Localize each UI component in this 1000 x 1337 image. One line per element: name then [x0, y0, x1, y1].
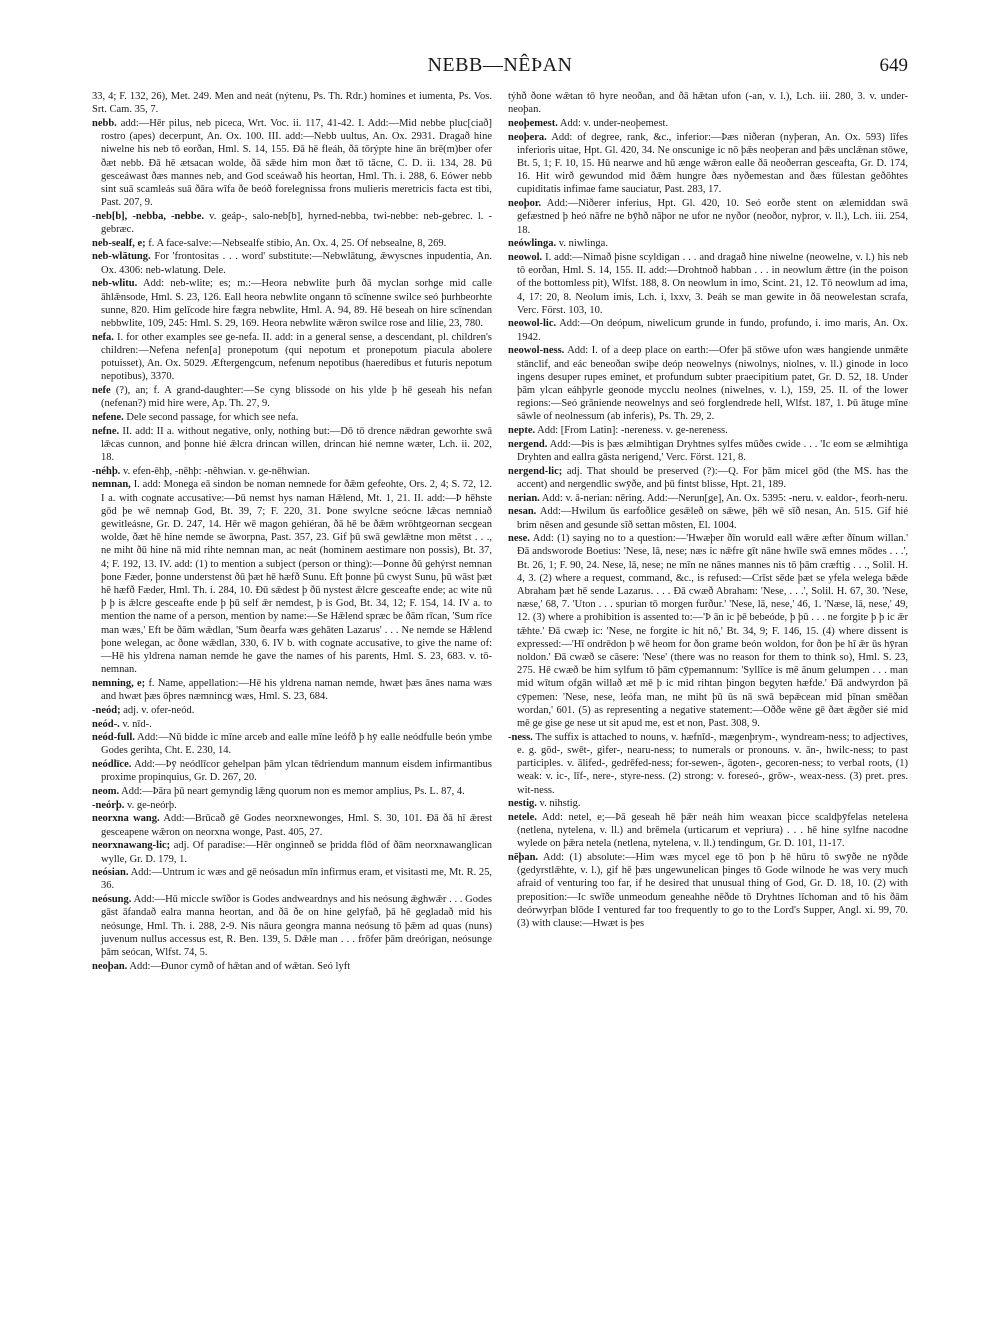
- entry-text: adj. Of paradise:—Hēr onginneð se þridda flōd of ðām neorxnawanglican wylle, Gr. D. 179, 1.: [101, 840, 492, 865]
- dictionary-entry: [92, 960, 492, 973]
- left-column: [92, 90, 492, 1325]
- dictionary-entry: [92, 411, 492, 424]
- entry-headword: -néhþ.: [92, 465, 121, 477]
- entry-text: f. Name, appellation:—Hē his yldrena naman nemde, hwæt þæs ānes nama wæs and hwæt þæs ōþres næmnincg wæs, Hml. S. 23, 684.: [101, 677, 492, 703]
- entry-headword: -neórþ.: [92, 799, 125, 811]
- dictionary-entry: [92, 731, 492, 757]
- dictionary-entry: [92, 425, 492, 465]
- entry-text: Add: [From Latin]: -nereness. v. ge-nereness.: [537, 425, 728, 437]
- entry-text: v. efen-ēhþ, -nēhþ: -nêhwian. v. ge-nēhwian.: [122, 465, 310, 477]
- entry-headword: neówlinga.: [508, 238, 557, 250]
- entry-headword: neósung.: [92, 894, 132, 906]
- entry-headword: neb-wlitu.: [92, 278, 138, 290]
- entry-text: The suffix is attached to nouns, v. hæfnīd-, mægenþrym-, wyndream-ness; to adjectives, e. g. gōd-, swēt-, gifer-, nearu-ness; to numerals or pronouns. v. ān-, hwilc-ness; to past participles. v. ālifed-, gedrēfed-ness; for-sewen-, āgoten-, gecoren-ness; to verbal roots, (1) weak: v. ic-, līf-, nere-, styre-ness. (2) strong: v. foreseó-, grōw-, weax-ness. (3) pret. pres. wit-ness.: [517, 731, 908, 796]
- dictionary-entry: [92, 704, 492, 717]
- entry-headword: nergend-lic;: [508, 465, 563, 477]
- entry-text: Add:—Nū bidde ic mīne arceb and ealle mīne leófð þ hȳ ealle neódfulle beón ymbe Godes gerihta, Cht. E. 230, 14.: [101, 732, 492, 757]
- entry-text: týhð ðone wǣtan tō hyre neoðan, and ðā hǣtan ufon (-an, v. l.), Lch. iii. 280, 3. v. under-neoþan.: [508, 91, 908, 116]
- entry-text: v. ge-neórþ.: [127, 799, 177, 811]
- entry-headword: neoþera.: [508, 131, 547, 143]
- entry-text: Add:—Ðunor cymð of hǣtan and of wǣtan. Seó lyft: [129, 960, 351, 972]
- entry-headword: neorxnawang-lic;: [92, 840, 171, 852]
- dictionary-entry: [92, 117, 492, 209]
- entry-headword: neowol-lic.: [508, 318, 557, 330]
- dictionary-entry: [508, 197, 908, 237]
- entry-headword: neoþor.: [508, 198, 542, 210]
- entry-text: Add:—Þȳ neódlīcor gehelpan þām ylcan tēdriendum mannum eisdem infirmantibus proxime propinquius, Gr. D. 267, 20.: [101, 759, 492, 784]
- entry-headword: nergend.: [508, 438, 548, 450]
- dictionary-entry: [508, 811, 908, 851]
- dictionary-entry: [92, 893, 492, 959]
- dictionary-entry: [508, 851, 908, 930]
- dictionary-entry: [508, 424, 908, 437]
- entry-headword: -neód;: [92, 704, 121, 716]
- dictionary-entry: [508, 237, 908, 250]
- entry-text: Add: I. of a deep place on earth:—Ofer þā stōwe ufon wæs hangiende unmǣte stānclif, and eác beneoðan swiþe deóp neowelnys (niwolnys, niolnes, v. ll.) ginode in loco ingens desuper rupes eminet, et profundum subter praecipitium patet, Gr. D. 52, 18. Under þām ylcan eáhþyrle geonode mycclu neolnes (niwelnes, v. l.), 159, 25. II. of the lower regions:—Seó grāniende neowelnys and seó forglendrede hell, Wlfst. 187, 1. Þū ātuge mīne sāwle of neolnessum (ab inferis), Ps. Th. 29, 2.: [517, 345, 908, 423]
- entry-text: I. add:—Nimað þisne scyldigan . . . and dragað hine niwelne (neowelne, v. l.) his neb tō eorðan, Hml. S. 14, 155. II. add:—Drohtnoð habban . . . in neowlum ǣttre (in the poison of the bottomless pit), Wlfst. 188, 8. On neowlum in imo, Scint. 21, 12. Tō neowlum ad ima, 4, 17: 20, 8. Neolum imis, Lch. i, lxxv, 3. Þeáh se man gewite in ðā neowelestan scrafa, Verc. Först. 103, 10.: [517, 251, 908, 316]
- dictionary-entry: [92, 866, 492, 892]
- entry-headword: neódlīce.: [92, 759, 132, 771]
- entry-text: Add: netel, e;—Þā geseah hē þǣr neáh him weaxan þicce scaldþȳfelas neteleна (netlena, nytelena, v. ll.) and brēmela (urticarum et vepriura) . . . hē hine sylfne nacodne wylede on þǣra netela (netlena, nytelena, v. ll.) tendingum, Gr. D. 101, 11-17.: [517, 811, 908, 850]
- running-head: NEBB—NÊÞAN: [427, 54, 573, 76]
- entry-text: Add:—Niðerer inferius, Hpt. Gl. 420, 10. Seó eorðe stent on ælemiddan swā gefæstned þ heó nāfre ne bȳhð nāþor ne ufor ne nyðor (neoðor, nyþror, v. ll.), Lch. iii. 254, 18.: [517, 198, 908, 236]
- entry-text: v. nīd-.: [122, 718, 152, 730]
- dictionary-entry: [508, 317, 908, 343]
- entry-text: v. niwlinga.: [558, 238, 608, 250]
- entry-headword: neód-.: [92, 718, 120, 730]
- entry-text: Add: v. under-neoþemest.: [559, 117, 669, 129]
- entry-text: adj. v. ofer-neód.: [123, 704, 195, 716]
- entry-text: v. nihstig.: [539, 798, 581, 810]
- dictionary-entry: [92, 465, 492, 478]
- entry-headword: neb-wlātung.: [92, 251, 151, 263]
- entry-text: Add: (1) absolute:—Him wæs mycel ege tō þon þ hē hūru tō swȳðe ne nȳðde (gedyrstlǣhte, v. l.), gif hē þæs ungewunelican þinges tō Gode wilnode he was very much afraid of venturing too far, if he desired that unusual thing of God, Gr. D. 18, 10. (2) with preposition:—Ic swīðe unmeodum geneahhe nēðde tō Dryhtnes līchoman and tō his ðām deórwyrþan blōde I ventured far too frequently to go to the Lord's Supper, Angl. xi. 99, 70. (3) with clause:—Hwæt is þes: [517, 852, 908, 930]
- entry-headword: neoþan.: [92, 960, 128, 972]
- dictionary-entry: [92, 839, 492, 865]
- entry-text: Add:—Þāra þū neart gemyndig lǣng quorum non es memor amplius, Ps. L. 87, 4.: [121, 786, 465, 798]
- entry-text: add:—Hēr pilus, neb piceca, Wrt. Voc. ii. 117, 41-42. I. Add:—Mid nebbe pluc[ciað] rostro (apes) decerpunt, An. Ox. 100. III. add:—Nebb uultus, An. Ox. 2931. Dragað hine niwelne his neb tō eorðan, Hml. S. 14, 155. Ðā hē fleáh, ðā tōrýpte hine ān brē(m)ber ofer ðæt nebb. Ðā hē ætsacan wolde, ðā sǣde him mon ðæt tō tācne, C. D. ii. 134, 28. Þū gesceáwast ðæs mannes neb, and God sceáwað his heortan, Hml. Th. i. 288, 6. Eówer nebb sint suā scamleás suā ðāra wīfa ðe beóð forelegnissa frons mulieris meretricis facta est tibi, Past. 207, 9.: [101, 117, 492, 209]
- dictionary-entry: [508, 465, 908, 491]
- entry-text: Add: of degree, rank, &c., inferior:—Þæs niðeran (nyþeran, An. Ox. 593) līfes inferioris uitae, Hpt. Gl. 420, 34. Ne onscunige ic nō þǣs neoþeran and þǣs unclǣnan stōwe, Bt. 5, 1; F. 10, 15. Hū nearwe and hū ænge wǣron ealle ðā neoðerran gesceafta, Gr. D. 174, 16. Hit wirð gewundod mid ðǣm hungre ðæs nyðemestan and ðæs fūlestan geðōhtes cupiditatis infimae fame sauciatur, Past. 283, 17.: [517, 131, 908, 196]
- entry-text: 33, 4; F. 132, 26), Met. 249. Men and neát (nýtenu, Ps. Th. Rdr.) homines et iumenta, Ps. Vos. Srt. Cam. 35, 7.: [92, 91, 492, 116]
- entry-headword: neb-sealf, e;: [92, 237, 146, 249]
- dictionary-entry: [508, 532, 908, 730]
- entry-headword: neowol.: [508, 251, 543, 263]
- dictionary-entry: [92, 799, 492, 812]
- dictionary-entry: [508, 492, 908, 505]
- entry-text: Add: (1) saying no to a question:—'Hwæþer ðīn woruld eall wǣre æfter ðīnum willan.' Ðā andsworode Boetius: 'Nese, lā, nese; næs ic nǣfre gīt nāne hwīle swā emnes mōdes . . .', Bt. 26, 1; F. 90, 24. Nese, lā, nese; ne mīn ne nānes mannes nis tō þām cræftig . . ., Solil. H. 4, 3. (2) where a request, command, &c., is refused:—Crīst sēde þæt se yfela welega bǣde Abraham þæt hē sende Lazarus. . . . Ðā cwæð Abraham: 'Nese, . . .', Solil. H. 67, 30. 'Nese, næse,' 68, 7. 'Uton . . . spurian tō morgen furður.' 'Nese, lā, nese,' 46, 1. 'Næse, lā, nese,' 49, 12. (3) where a prohibition is assented to:—'Þ ān ic þē bebeóde, þ þū . . . ne forgite þ þ ic ǣr tǣhte.' Ðā cwæþ ic: 'Nese, ne forgite ic hit nō,' Bt. 34, 9; F. 146, 15. (4) where dissent is expressed:—'Hī ondrēdon þ wē heom for ðon grame beón woldon, for ðon þe hī ǣr ūs hȳran noldon.' Ðā cwæð se cāsere: 'Nese' (there was no reason for them to think so), Hml. S. 23, 275. Hē cwæð be him sylfum tō þām cȳpemannum: 'Syllīce is mē ānum gelumpen . . . man mid wītum ofgān willað æt mē þ ic mid rihtan þingon begyten hæfde.' Ðā andwyrdon þā cȳpemen: 'Nese, nese, leófa man, ne miht þū ūs nā swā bepǣcean mid þīnan smēðan wordan,' 601. (5) as representing a negative statement:—Oððe wēne gē ðæt ǣgðer sié mid mē ge gise ge nese ut sit apud me, est et non, Past. 308, 9.: [517, 533, 908, 730]
- entry-headword: nefene.: [92, 411, 124, 423]
- dictionary-entry: [92, 210, 492, 236]
- entry-headword: neorxna wang.: [92, 813, 160, 825]
- dictionary-entry: [508, 505, 908, 531]
- entry-headword: neoþemest.: [508, 117, 558, 129]
- entry-headword: neósian.: [92, 867, 129, 879]
- page-number: 649: [879, 55, 908, 76]
- entry-text: II. add: II a. without negative, only, nothing but:—Dō tō drence nǣdran geworhte swā lǣcas cunnon, and þonne hié ǣlcra drincan willen, drincan hié nemne wæter, Lch. ii. 202, 18.: [101, 425, 492, 463]
- entry-text: Add:—Hwilum ūs earfoðlice gesǣleð on sǣwe, þēh wē sīð nesan, An. 515. Gif hié brim nēsen and gesunde sīð settan mōsten, El. 1004.: [517, 506, 908, 531]
- entry-text: For 'frontositas . . . word' substitute:—Nebwlātung, ǣwyscnes inpudentia, An. Ox. 4306: neb-wlatung. Dele.: [101, 251, 492, 276]
- entry-text: Add:—Hū miccle swīðor is Godes andweardnys and his neósung ǣghwǣr . . . Godes gāst āfandað ealra manna heortan, and ðā ðe on hine gelȳfað, þā hē gegladað mid his neósunge, Hml. Th. i. 288, 2-9. Nis nāura geongra manna neósung tō þǣm ad quas (nuns) juvenum nullus accessus est, R. Ben. 139, 5. Dǣle man . . . frōfer þām dreórigan, neósunge þām seócan, Wlfst. 74, 5.: [101, 894, 492, 958]
- entry-headword: nese.: [508, 533, 530, 545]
- entry-headword: nerian.: [508, 492, 540, 504]
- dictionary-entry: [92, 785, 492, 798]
- entry-headword: nebb.: [92, 117, 117, 129]
- entry-text: Add:—Untrum ic wæs and gē neósadun mīn infirmus eram, et visitasti me, Mt. R. 25, 36.: [101, 867, 492, 892]
- entry-text: Add:—On deópum, niwelicum grunde in fundo, profundo, i. imo maris, An. Ox. 1942.: [517, 318, 908, 343]
- dictionary-entry: [508, 797, 908, 810]
- entry-text: I. for other examples see ge-nefa. II. add: in a general sense, a descendant, pl. children's children:—Nefena nefen[a] pronepotum (qui nepotum et pronepotum piacula abolere potuisset), An. Ox. 5029. Æftergengcum, nefenum nepotibus (haeredibus et futuris nepotum nepotibus), 3370.: [101, 331, 492, 383]
- entry-headword: neom.: [92, 786, 120, 798]
- dictionary-entry: [508, 344, 908, 423]
- dictionary-entry: [508, 438, 908, 464]
- entry-headword: nestig.: [508, 798, 537, 810]
- entry-headword: nemnan,: [92, 479, 131, 491]
- dictionary-entry: [92, 718, 492, 731]
- dictionary-entry: [92, 90, 492, 116]
- entry-headword: -ness.: [508, 731, 533, 743]
- dictionary-entry: [508, 251, 908, 317]
- dictionary-entry: [508, 731, 908, 797]
- entry-headword: -neb[b], -nebba, -nebbe.: [92, 210, 205, 222]
- right-column: [508, 90, 908, 1325]
- entry-text: f. A face-salve:—Nebsealfe stibio, An. Ox. 4, 25. Of nebsealne, 8, 269.: [148, 237, 447, 249]
- dictionary-entry: [92, 478, 492, 676]
- dictionary-entry: [508, 90, 908, 116]
- page-header: [92, 54, 908, 82]
- entry-headword: netele.: [508, 811, 537, 823]
- entry-text: Add:—Brūcað gē Godes neorxnewonges, Hml. S. 30, 101. Ðā ðā hī ǣrest gesceapene wǣron on neorxna wonge, Past. 405, 27.: [101, 813, 492, 838]
- entry-headword: neowol-ness.: [508, 345, 565, 357]
- entry-text: Dele second passage, for which see nefa.: [126, 411, 299, 423]
- entry-text: I. add: Monega eā sindon be noman nemnede for ðǣm gefeohte, Ors. 2, 4; S. 72, 12. I a. with cognate accusative:—Þū nemst hys naman Hǣlend, Mt. 1, 21. II. add:—Þ hēhste gōd þe wē nemnaþ God, Bt. 39, 7; F. 220, 31. Þone swylcne seócne lǣcas nemniað gewitleásne, Gr. D. 247, 14. Hēr wē magon gehiéran, ðā hē be ðǣm wrōhtgeornan secgean wolde, ðæt hē hine nemde se āworpna, Past. 357, 23. Gif þū swā gewlǣtne mon mētst . . ., ne miht ðū hine nā mid rihte nemnan man, ac neát (hominem aestimare non possis), Bt. 37, 4; F. 192, 13. IV. add: (1) to mention a subject (person or thing):—Þonne ðū gehýrst nemnan þone Fæder, þonne understenst ðū þæt hē hæfð Sunu. Eft þonne þū cwyst Sunu, þū wāst þæt hē hæfð Fæder, Hml. Th. i. 284, 10. Ðū sǣdest þ ðū nystest ǣlcre gesceafte ende; ac wite nū þ þ is ǣlcre gesceafte ende þ þū self ǣr nemdest, þ is God, Bt. 34, 12; F. 154, 14. IV a. to mention the name of a person, mention by name:—Se Hǣlend spræc be ðām rīcan, 'Sum rīce man wæs,' Eft be ðām wǣdlan, 'Sum ðearfa wæs gehāten Lazarus' . . . Ne nemde se Hǣlend þone welegan, ac ðone wǣdlan, 330, 6. IV b. with cognate accusative, to give the name of:—Hē his yldrena naman nemde he gave the names of his parents, Hml. S. 23, 683. v. tō-nemnan.: [101, 479, 492, 676]
- entry-text: v. geáp-, salo-neb[b], hyrned-nebba, twi-nebbe: neb-gebrec. l. -gebræc.: [101, 210, 492, 236]
- dictionary-entry: [92, 277, 492, 330]
- dictionary-entry: [92, 331, 492, 384]
- entry-headword: nepte.: [508, 425, 536, 437]
- entry-text: (?), an; f. A grand-daughter:—Se cyng blissode on his ylde þ hē geseah his nefan (nefenan?) mid hire were, Ap. Th. 27, 9.: [101, 384, 492, 410]
- dictionary-entry: [508, 117, 908, 130]
- entry-headword: nefa.: [92, 331, 114, 343]
- dictionary-entry: [92, 812, 492, 838]
- entry-text: Add: v. ā-nerian: nēring. Add:—Nerun[ge], An. Ox. 5395: -neru. v. ealdor-, feorh-neru.: [541, 492, 908, 504]
- entry-headword: nemning, e;: [92, 677, 146, 689]
- dictionary-entry: [92, 677, 492, 703]
- entry-headword: nefe: [92, 384, 111, 396]
- entry-headword: nesan.: [508, 506, 537, 518]
- entry-text: Add: neb-wlite; es; m.:—Heora nebwlite þurh ðā myclan sorhge mid calle āhlǣnsode, Hml. S. 23, 126. Eall heora nebwlite ongann tō scīnenne swilce seó þurhbeorhte sunne, 820. Him gelīcode hire fægra nebwlite, Hml. A. 94, 89. Hē beseah on hire scīnendan nebbwlite, 109, 245: Hml. S. 29, 169. Heora nebwlite wǣron swilce rose and lilie, 23, 780.: [101, 278, 492, 329]
- entry-headword: nefne.: [92, 425, 120, 437]
- entry-text: adj. That should be preserved (?):—Q. For þām micel gōd (the MS. has the accent) and nergendlic swȳðe, and þū fintst blisse, Hpt. 21, 189.: [517, 465, 908, 490]
- entry-text: Add:—Þis is þæs ælmihtigan Dryhtnes sylfes mūðes cwide . . . 'Ic eom se ælmihtiga Dryhten and eallra gāsta nerigend,' Verc. Först. 121, 8.: [517, 438, 908, 463]
- dictionary-entry: [92, 384, 492, 410]
- entry-headword: neód-full.: [92, 732, 135, 744]
- dictionary-entry: [92, 250, 492, 276]
- entry-headword: nēþan.: [508, 852, 539, 864]
- dictionary-entry: [92, 758, 492, 784]
- dictionary-entry: [508, 131, 908, 197]
- dictionary-entry: [92, 237, 492, 250]
